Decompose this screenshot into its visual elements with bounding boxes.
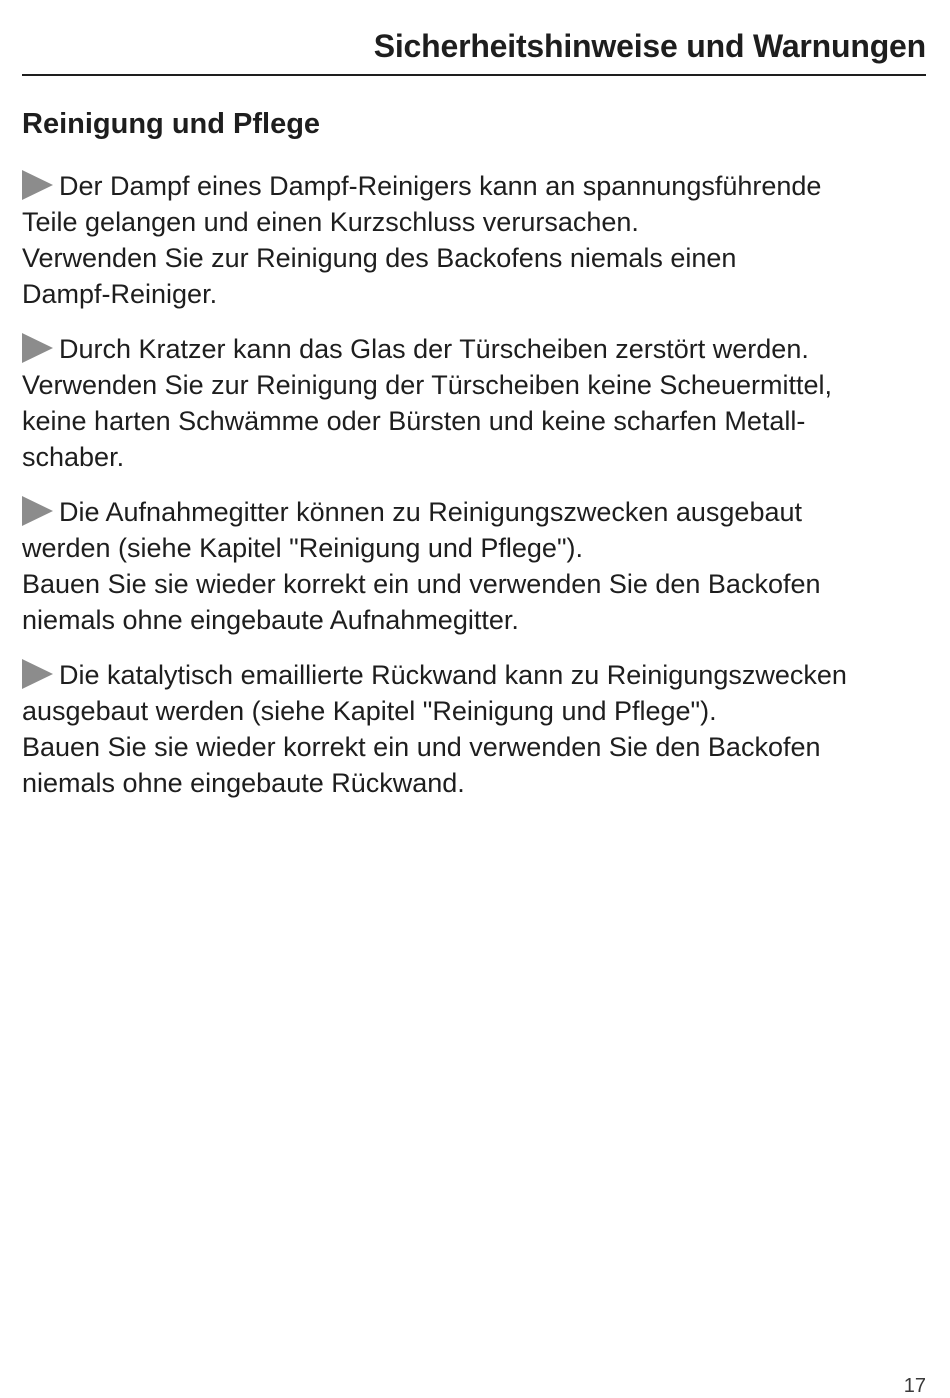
- page-header: [22, 26, 926, 76]
- note-line: Dampf-Reiniger.: [22, 279, 218, 309]
- note-line: Bauen Sie sie wieder korrekt ein und verwenden Sie den Backofen: [22, 569, 821, 599]
- note-line: [22, 331, 932, 367]
- note-line: [22, 657, 932, 693]
- section-title: Reinigung und Pflege: [22, 108, 321, 140]
- note-line: niemals ohne eingebaute Aufnahmegitter.: [22, 605, 519, 635]
- note-line: Teile gelangen und einen Kurzschluss verursachen.: [22, 207, 639, 237]
- safety-note-back-panel: [22, 657, 932, 801]
- safety-note-steam-cleaner: [22, 168, 932, 312]
- safety-note-door-glass: [22, 331, 932, 475]
- note-line: ausgebaut werden (siehe Kapitel "Reinigung und Pflege").: [22, 696, 717, 726]
- note-line: niemals ohne eingebaute Rückwand.: [22, 768, 465, 798]
- note-line: Verwenden Sie zur Reinigung der Türscheiben keine Scheuermittel,: [22, 370, 832, 400]
- note-line: Bauen Sie sie wieder korrekt ein und verwenden Sie den Backofen: [22, 732, 821, 762]
- note-text: Die Aufnahmegitter können zu Reinigungszwecken ausgebaut: [59, 497, 802, 527]
- warning-arrow-icon: [22, 333, 53, 363]
- note-line: Verwenden Sie zur Reinigung des Backofens niemals einen: [22, 243, 737, 273]
- note-line: [22, 168, 932, 204]
- note-line: keine harten Schwämme oder Bürsten und keine scharfen Metall-: [22, 406, 806, 436]
- note-text: Durch Kratzer kann das Glas der Türscheiben zerstört werden.: [59, 334, 809, 364]
- warning-arrow-icon: [22, 170, 53, 200]
- safety-note-shelf-runners: [22, 494, 932, 638]
- note-text: Der Dampf eines Dampf-Reinigers kann an spannungsführende: [59, 171, 822, 201]
- note-line: [22, 494, 932, 530]
- warning-arrow-icon: [22, 659, 53, 689]
- page-number: 17: [903, 1375, 926, 1397]
- warning-arrow-icon: [22, 496, 53, 526]
- note-line: schaber.: [22, 442, 125, 472]
- note-line: werden (siehe Kapitel "Reinigung und Pflege").: [22, 533, 584, 563]
- page-title: Sicherheitshinweise und Warnungen: [373, 28, 926, 64]
- note-text: Die katalytisch emaillierte Rückwand kann zu Reinigungszwecken: [59, 660, 847, 690]
- safety-notes: [22, 168, 932, 820]
